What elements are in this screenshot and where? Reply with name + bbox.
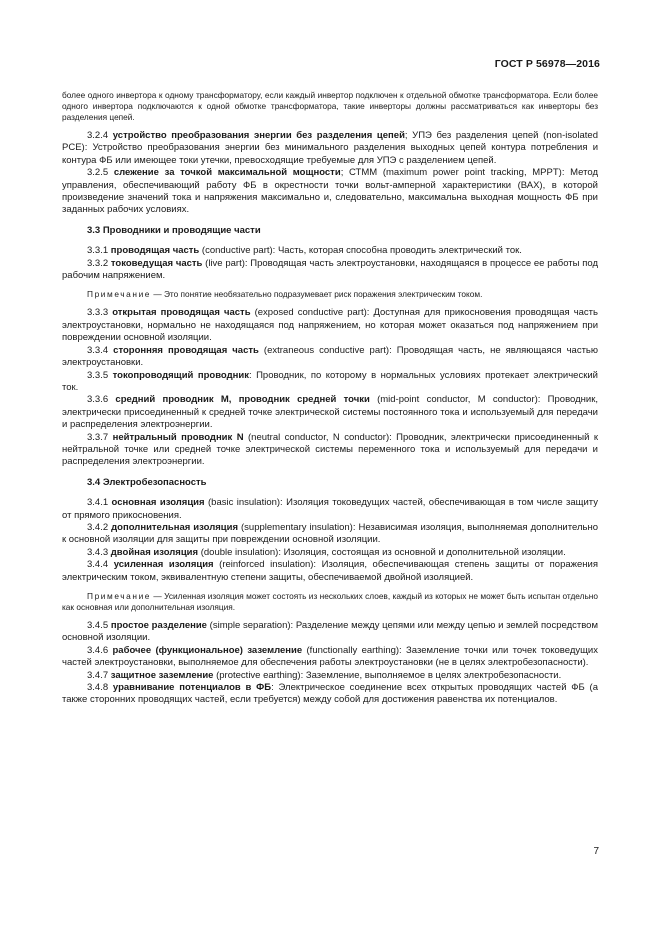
clause-3-3-2: [62, 258, 598, 283]
clause-number: 3.2.4: [87, 130, 113, 141]
clause-3-3-6: [62, 394, 598, 431]
clause-term: дополнительная изоляция: [111, 521, 238, 533]
clause-text: (exposed conductive part): Доступная для прикосновения проводящая часть электроустановки, нормально не находящаяся под напряжением, но которая может оказаться под напряжением при повреждении основной изоляции.: [62, 307, 598, 344]
clause-text: ; СТММ (maximum power point tracking, MPPT): Метод управления, обеспечивающий работу ФБ в окрестности точки вольт-амперной характеристики (ВАХ), в которой произведение значений тока и напряжения максимально и, следовательно, максимальна выходная мощность ФБ при заданных рабочих условиях.: [62, 167, 598, 216]
clause-3-4-1: [62, 497, 598, 522]
section-heading-3-3: 3.3 Проводники и проводящие части: [87, 224, 261, 236]
clause-3-4-6: [62, 645, 598, 670]
clause-3-3-3: [62, 307, 598, 344]
note-label: Примечание: [87, 591, 152, 601]
clause-text: : Электрическое соединение всех открытых проводящих частей ФБ (а также сторонних проводящих частей, если требуется) между собой для достижения равенства их потенциалов.: [62, 682, 598, 706]
clause-number: 3.3.6: [87, 394, 116, 406]
clause-3-4-3: [62, 547, 598, 559]
clause-term: двойная изоляция: [110, 546, 199, 558]
clause-term: открытая проводящая часть: [112, 307, 251, 319]
clause-number: 3.4.5: [87, 620, 111, 631]
clause-term: рабочее (функциональное) заземление: [112, 644, 303, 656]
page-content: [62, 90, 598, 707]
clause-number: 3.3.2: [87, 257, 111, 269]
clause-number: 3.3.4: [87, 344, 114, 356]
note-text: — Это понятие необязательно подразумевает риск поражения электрическим током.: [151, 289, 483, 300]
clause-number: 3.3.3: [87, 307, 113, 319]
clause-number: 3.4.7: [87, 669, 111, 681]
clause-text: (mid-point conductor, M conductor): Проводник, электрически присоединенный к средней точке электрической системы постоянного тока и используемый для передачи и распределения электроэнергии.: [62, 394, 598, 431]
clause-number: 3.4.2: [87, 521, 112, 533]
clause-text: (neutral conductor, N conductor): Проводник, электрически присоединенный к нейтральной точке или средней точке электрической системы переменного тока и используемый для передачи и распределения электроэнергии.: [62, 431, 599, 468]
clause-text: ; УПЭ без разделения цепей (non-isolated PCE): Устройство преобразования энергии без минимального разделения выходных цепей контура потребления и контура ФБ или имеющее токи утечки, превосходящие требуемые для УПЭ с разделением цепей.: [62, 130, 598, 166]
clause-3-3-5: [62, 370, 598, 395]
clause-3-3-4: [62, 345, 598, 370]
clause-term: усиленная изоляция: [113, 559, 214, 571]
clause-term: устройство преобразования энергии без разделения цепей: [112, 130, 405, 141]
clause-3-3-1: [62, 245, 598, 257]
clause-3-2-4: [62, 130, 598, 167]
clause-3-4-4: [62, 559, 598, 584]
clause-text: (live part): Проводящая часть электроустановки, находящаяся в процессе ее работы под рабочим напряжением.: [62, 257, 598, 282]
clause-term: токоведущая часть: [110, 257, 203, 269]
clause-3-4-5: [62, 620, 598, 645]
page-number: 7: [593, 846, 599, 857]
clause-text: (simple separation): Разделение между цепями или между цепью и землей посредством основной изоляции.: [62, 620, 598, 644]
note-2: [62, 591, 598, 613]
clause-text: (double insulation): Изоляция, состоящая из основной и дополнительной изоляции.: [198, 546, 566, 558]
note-label: Примечание: [87, 289, 152, 300]
clause-text: (basic insulation): Изоляция токоведущих частей, обеспечивающая в том числе защиту от прямого прикосновения.: [62, 497, 598, 521]
clause-term: защитное заземление: [110, 669, 214, 681]
note-1: [62, 289, 598, 300]
clause-term: сторонняя проводящая часть: [113, 344, 259, 356]
clause-number: 3.4.8: [87, 682, 113, 694]
clause-number: 3.3.7: [87, 431, 113, 443]
section-heading-3-4: 3.4 Электробезопасность: [87, 476, 207, 488]
clause-text: (supplementary insulation): Независимая изоляция, выполняемая дополнительно к основной изоляции для защиты при повреждении основной изоляции.: [62, 521, 598, 546]
clause-text: (extraneous conductive part): Проводящая часть, не являющаяся частью электроустановки.: [62, 344, 599, 369]
clause-3-4-7: [62, 670, 598, 682]
clause-number: 3.4.6: [87, 644, 113, 656]
document-id-header: ГОСТ Р 56978—2016: [494, 58, 600, 70]
clause-term: простое разделение: [110, 620, 207, 631]
clause-number: 3.2.5: [87, 167, 114, 179]
clause-term: проводящая часть: [110, 245, 200, 257]
intro-paragraph: более одного инвертора к одному трансформатору, если каждый инвертор подключен к отдельной обмотке трансформатора. Если более одного инвертора подключаются к одной обмотке трансформатора, такие инверторы должны рассматриваться как инверторы без разделения цепей.: [62, 90, 598, 122]
clause-term: токопроводящий проводник: [112, 369, 249, 381]
clause-3-4-8: [62, 682, 598, 707]
clause-3-4-2: [62, 522, 598, 547]
clause-term: средний проводник М, проводник средней точки: [115, 394, 370, 406]
clause-text: : Проводник, по которому в нормальных условиях протекает электрический ток.: [62, 369, 598, 393]
clause-text: (reinforced insulation): Изоляция, обеспечивающая степень защиты от поражения электрическим током, эквивалентную степени защиты, обеспечиваемой двойной изоляцией.: [62, 559, 598, 583]
clause-term: уравнивание потенциалов в ФБ: [112, 682, 272, 694]
clause-term: нейтральный проводник N: [112, 431, 244, 443]
clause-3-3-7: [62, 432, 598, 469]
note-text: — Усиленная изоляция может состоять из нескольких слоев, каждый из которых не может быть испытан отдельно как основная или дополнительная изоляция.: [62, 591, 598, 612]
clause-text: (functionally earthing): Заземление точки или точек токоведущих частей электроустановки, выполняемое для обеспечения работы электроустановки (не в целях электробезопасности).: [62, 644, 598, 669]
clause-term: основная изоляция: [111, 497, 205, 509]
clause-number: 3.4.1: [87, 497, 112, 509]
clause-text: (conductive part): Часть, которая способна проводить электрический ток.: [199, 245, 522, 257]
clause-number: 3.4.4: [87, 559, 114, 571]
clause-text: (protective earthing): Заземление, выполняемое в целях электробезопасности.: [213, 669, 562, 681]
clause-number: 3.4.3: [87, 546, 111, 558]
clause-3-2-5: [62, 167, 598, 217]
clause-number: 3.3.1: [87, 245, 111, 257]
clause-number: 3.3.5: [87, 369, 113, 381]
clause-term: слежение за точкой максимальной мощности: [113, 167, 341, 179]
